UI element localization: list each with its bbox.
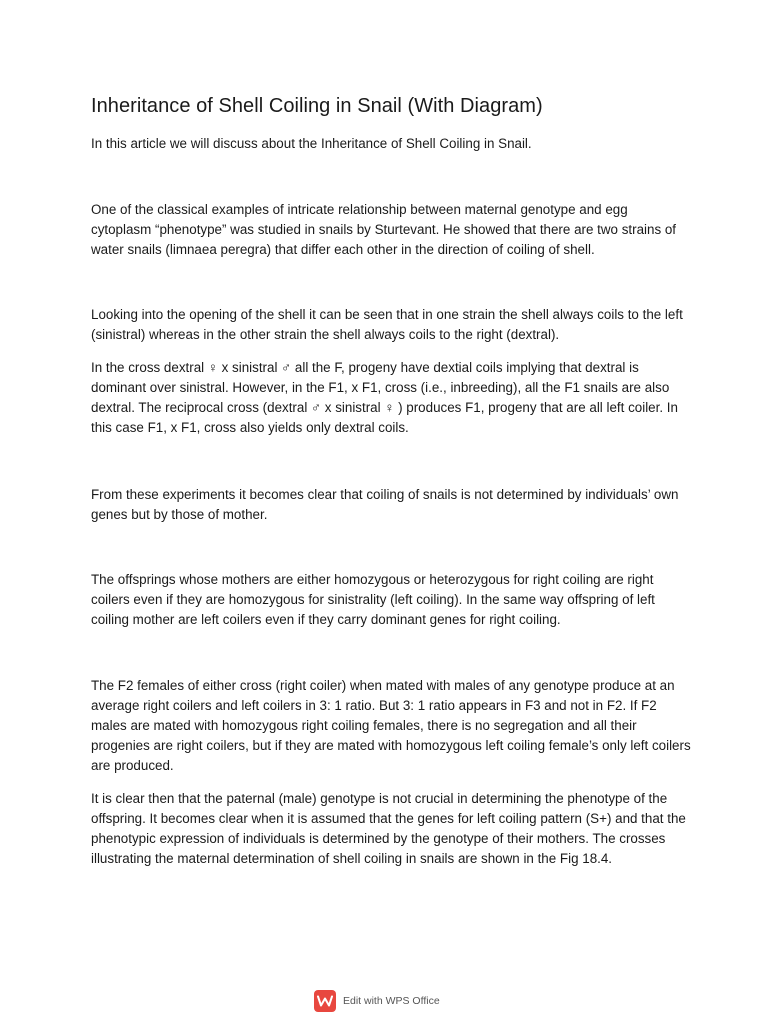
paragraph-f2-females: The F2 females of either cross (right coiler) when mated with males of any genotype produce at an average right coilers and left coilers in 3: 1 ratio. But 3: 1 ratio appears in F3 and not in F2. If F2 males are mated with homozygous right coiling females, there is no segregation and all their progenies are right coilers, but if they are mated with homozygous left coiling female’s only left coilers are produced. (91, 678, 691, 773)
edit-with-wps-label: Edit with WPS Office (343, 995, 440, 1007)
paragraph-intro: In this article we will discuss about the Inheritance of Shell Coiling in Snail. (91, 136, 532, 151)
paragraph-classical-example: One of the classical examples of intricate relationship between maternal genotype and egg cytoplasm “phenotype” was studied in snails by Sturtevant. He showed that there are two strains of water snails (limnaea peregra) that differ each other in the direction of coiling of shell. (91, 202, 677, 257)
paragraph-shell-opening: Looking into the opening of the shell it can be seen that in one strain the shell always coils to the left (sinistral) whereas in the other strain the shell always coils to the right (dextral). (91, 307, 683, 342)
paragraph-paternal-genotype: It is clear then that the paternal (male) genotype is not crucial in determining the phenotype of the offspring. It becomes clear when it is assumed that the genes for left coiling pattern (S+) and that the phenotypic expression of individuals is determined by the genotype of their mothers. The crosses illustrating the maternal determination of shell coiling in snails are shown in the Fig 18.4. (91, 791, 686, 866)
wps-footer[interactable] (314, 990, 440, 1012)
wps-office-logo-icon (314, 990, 336, 1012)
paragraph-offsprings: The offsprings whose mothers are either homozygous or heterozygous for right coiling are right coilers even if they are homozygous for sinistrality (left coiling). In the same way offspring of left coiling mother are left coilers even if they carry dominant genes for right coiling. (91, 572, 655, 627)
article-title: Inheritance of Shell Coiling in Snail (With Diagram) (91, 95, 543, 117)
paragraph-cross-results: In the cross dextral ♀ x sinistral ♂ all the F, progeny have dextial coils implying that dextral is dominant over sinistral. However, in the F1, x F1, cross (i.e., inbreeding), all the F1 snails are also dextral. The reciprocal cross (dextral ♂ x sinistral ♀ ) produces F1, progeny that are all left coiler. In this case F1, x F1, cross also yields only dextral coils. (91, 360, 678, 435)
paragraph-experiments-conclusion: From these experiments it becomes clear that coiling of snails is not determined by individuals’ own genes but by those of mother. (91, 487, 679, 522)
